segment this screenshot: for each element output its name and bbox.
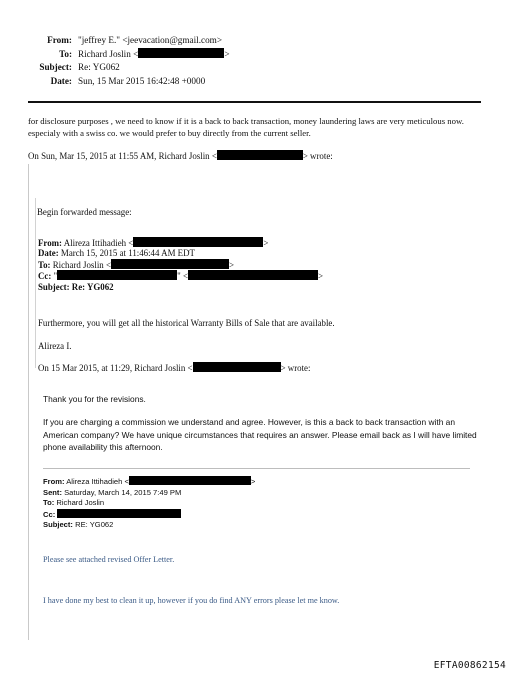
to-value: Richard Joslin < > xyxy=(78,48,230,59)
thanks-text: Thank you for the revisions. xyxy=(43,394,146,404)
redaction-bar xyxy=(133,237,263,247)
orig-to-label: To: xyxy=(43,498,55,507)
date-label: Date: xyxy=(50,75,72,86)
fwd-date-value: March 15, 2015 at 11:46:44 AM EDT xyxy=(60,248,195,259)
forwarded-header: From: Alireza Ittihadieh < > Date: March 15, 2015 at 11:46:44 AM EDT To: Richard Joslin < > Cc: " " < > Subject: Re: YG062 xyxy=(38,238,324,292)
quote-bar xyxy=(28,164,29,640)
redaction-bar xyxy=(57,509,181,518)
date-value: Sun, 15 Mar 2015 16:42:48 +0000 xyxy=(78,75,206,86)
redaction-bar xyxy=(129,476,251,485)
orig-subject-label: Subject: xyxy=(43,520,73,529)
from-value: "jeffrey E." <jeevacation@gmail.com> xyxy=(78,35,223,45)
from-label: From: xyxy=(47,35,72,45)
redaction-bar xyxy=(111,259,229,269)
subject-label: Subject: xyxy=(39,62,72,73)
orig-sent-label: Sent: xyxy=(43,487,62,497)
original-divider xyxy=(43,468,470,469)
redaction-bar xyxy=(138,48,224,58)
subject-value: Re: YG062 xyxy=(78,62,120,73)
fwd-subject-value: Re: YG062 xyxy=(71,281,114,292)
fwd-subject-label: Subject: xyxy=(38,281,70,292)
fwd-from-label: From: xyxy=(38,238,62,248)
orig-sent-value: Saturday, March 14, 2015 7:49 PM xyxy=(64,487,182,497)
signature: Alireza I. xyxy=(38,341,72,351)
message-body: for disclosure purposes , we need to know if it is a back to back transaction, money laundering laws are very meticulous now. especialy with a swiss co. we would prefer to buy directly from the current seller. xyxy=(28,116,464,138)
redaction-bar xyxy=(193,362,281,372)
redaction-bar xyxy=(57,270,177,280)
redaction-bar xyxy=(217,150,303,160)
forwarded-intro: Begin forwarded message: xyxy=(37,207,132,217)
header-divider xyxy=(28,101,481,103)
original-header: From: Alireza Ittihadieh < > Sent: Saturday, March 14, 2015 7:49 PM To: Richard Joslin Cc: Subject: RE: YG062 xyxy=(43,477,256,529)
orig-from-label: From: xyxy=(43,477,65,486)
furthermore-text: Furthermore, you will get all the historical Warranty Bills of Sale that are available. xyxy=(38,318,335,328)
orig-cc-label: Cc: xyxy=(43,509,56,519)
fwd-cc-label: Cc: xyxy=(38,271,52,282)
document-id: EFTA00862154 xyxy=(433,660,506,671)
fwd-to-label: To: xyxy=(38,259,51,270)
fwd-date-label: Date: xyxy=(38,248,59,259)
quote-intro: On Sun, Mar 15, 2015 at 11:55 AM, Richard Joslin < > wrote: xyxy=(28,151,333,161)
redaction-bar xyxy=(188,270,318,280)
orig-subject-value: RE: YG062 xyxy=(75,520,114,529)
email-header xyxy=(0,34,250,88)
quote-bar-inner xyxy=(35,198,36,368)
offer-letter-line: Please see attached revised Offer Letter. xyxy=(43,555,175,564)
reply-paragraph: If you are charging a commission we understand and agree. However, is this a back to back transaction with an American company? We have unique circumstances that requires an answer. Please email back as I will have limited phone availability this afternoon. xyxy=(43,417,477,453)
orig-to-value: Richard Joslin xyxy=(56,498,105,507)
to-label: To: xyxy=(59,48,72,59)
errors-line: I have done my best to clean it up, however if you do find ANY errors please let me know. xyxy=(43,596,340,605)
quote-intro-2: On 15 Mar 2015, at 11:29, Richard Joslin < > wrote: xyxy=(38,363,311,373)
